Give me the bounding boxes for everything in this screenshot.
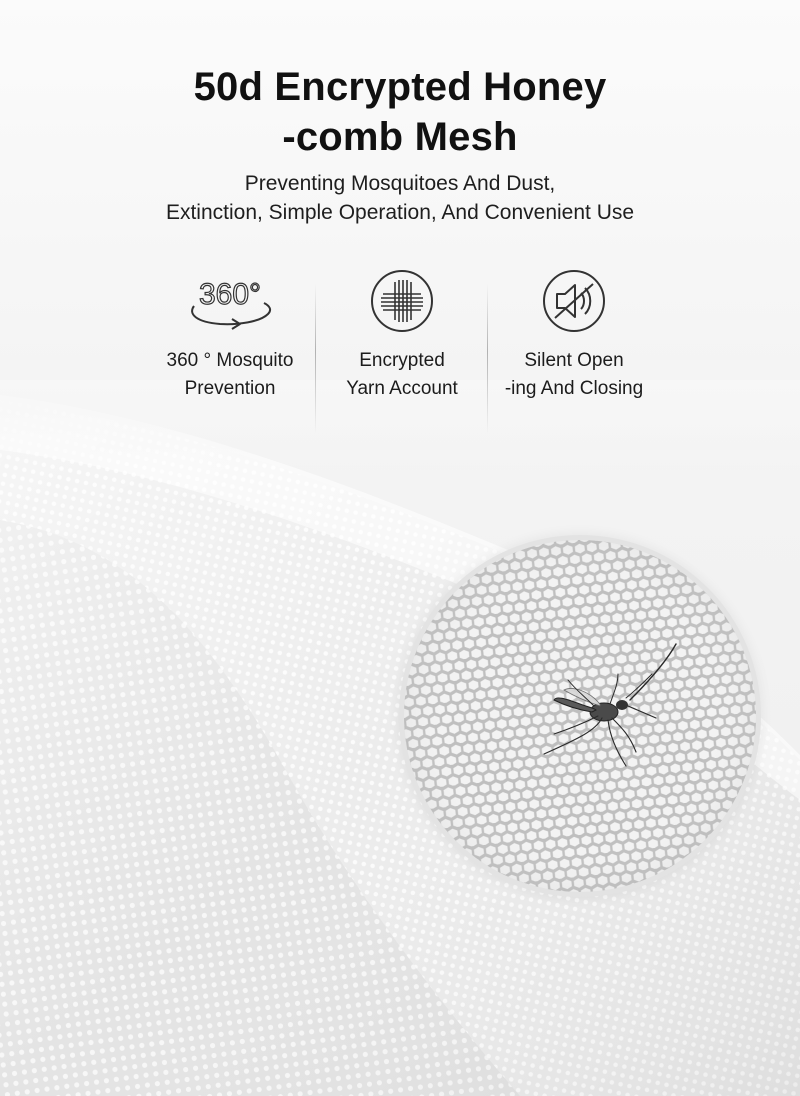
feature-silent-operation: [489, 262, 659, 432]
mesh-grid-icon: [367, 266, 437, 336]
rotate-360-icon: [180, 266, 280, 336]
feature-encrypted-yarn: [317, 262, 487, 432]
feature-label: [489, 347, 659, 403]
feature-label-line-1: Encrypted: [359, 350, 445, 371]
honeycomb-mesh-image: [404, 540, 756, 892]
page-title: [0, 62, 800, 162]
subtitle: [0, 169, 800, 227]
mesh-closeup: [404, 540, 756, 892]
feature-row: [145, 262, 660, 442]
subtitle-line-1: Preventing Mosquitoes And Dust,: [244, 172, 556, 195]
feature-label-line-2: -ing And Closing: [504, 378, 644, 399]
subtitle-line-2: Extinction, Simple Operation, And Convenient Use: [165, 201, 635, 224]
title-line-2: -comb Mesh: [282, 115, 518, 159]
mute-speaker-icon: [539, 266, 609, 336]
feature-360-prevention: [145, 262, 315, 432]
feature-divider: [487, 284, 488, 434]
feature-label-line-2: Yarn Account: [346, 378, 458, 399]
feature-divider: [315, 284, 316, 434]
feature-label-line-1: Silent Open: [524, 350, 624, 371]
feature-label: [145, 347, 315, 403]
feature-label: [317, 347, 487, 403]
feature-label-line-2: Prevention: [184, 378, 276, 399]
feature-label-line-1: 360 ° Mosquito: [166, 350, 294, 371]
title-line-1: 50d Encrypted Honey: [193, 65, 607, 109]
rotate-360-icon-text: 360°: [198, 278, 262, 311]
